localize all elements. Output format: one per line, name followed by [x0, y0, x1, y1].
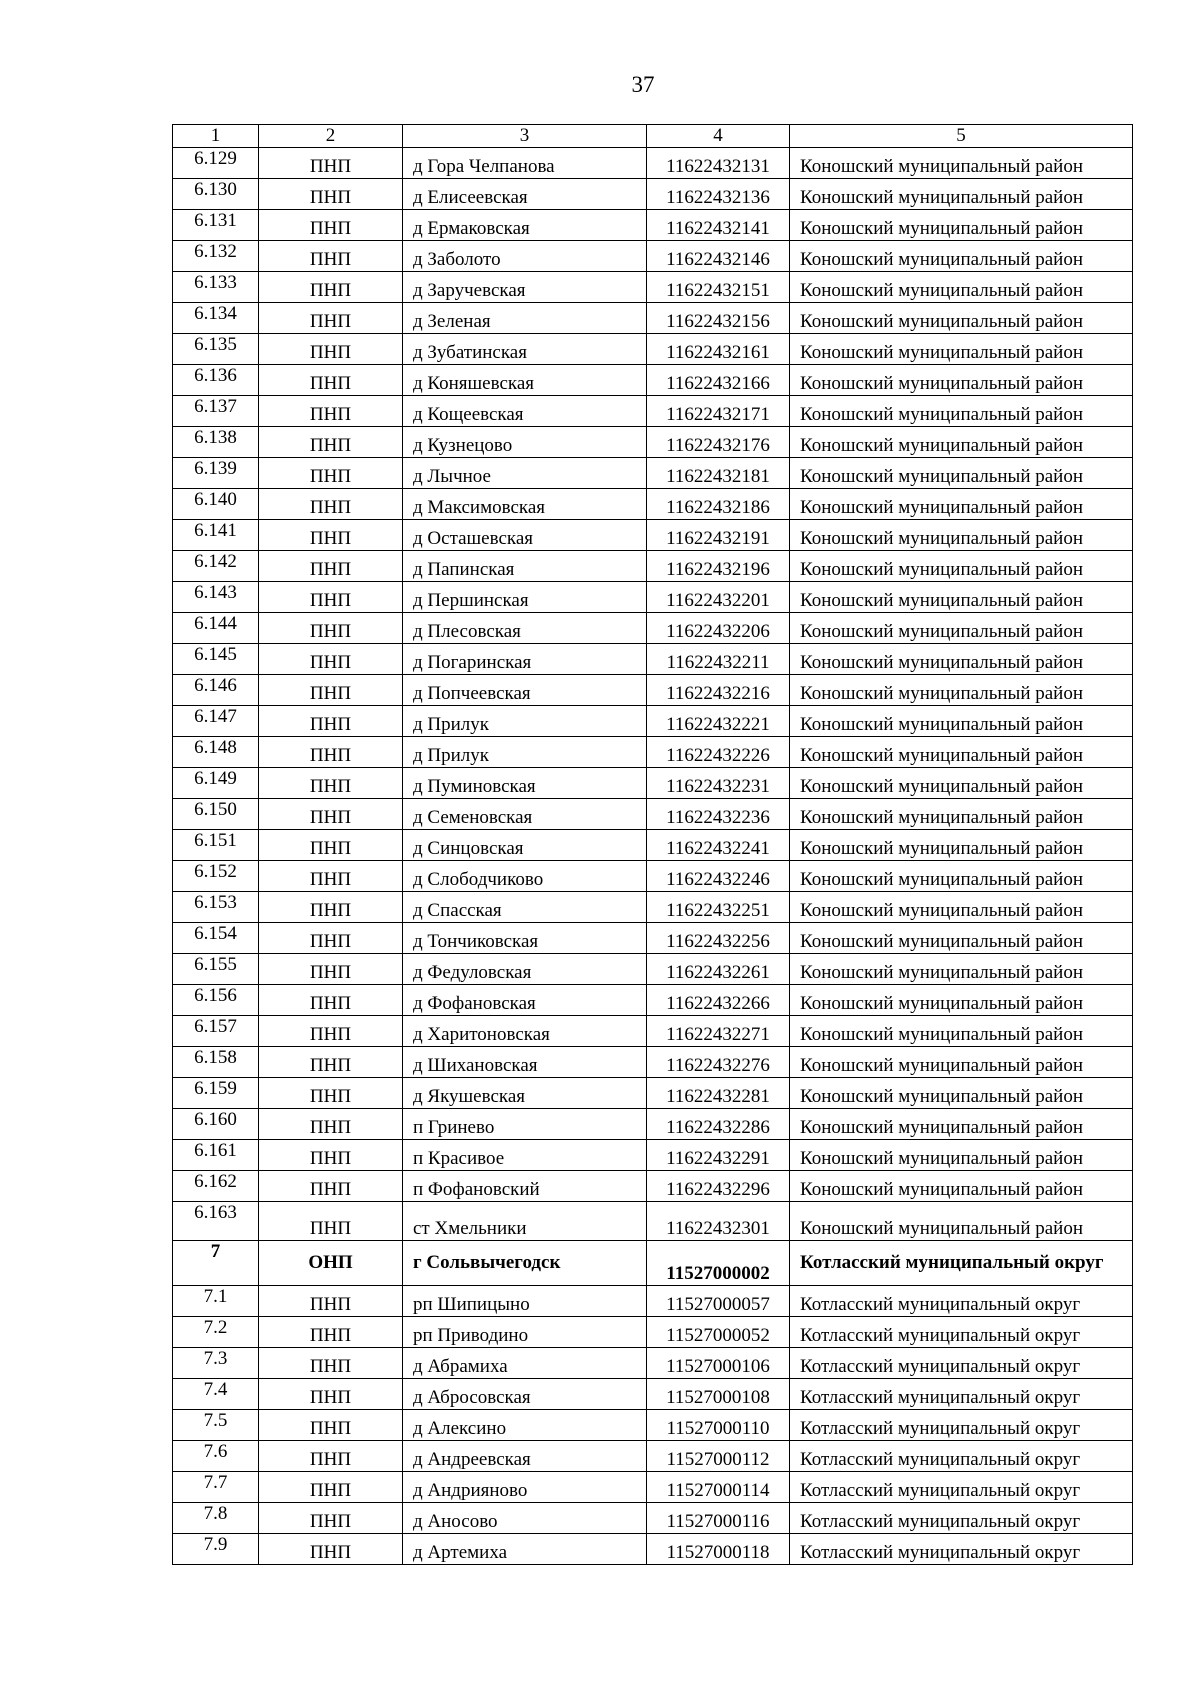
row-type: ПНП [259, 489, 403, 520]
row-type: ПНП [259, 1441, 403, 1472]
row-number: 6.154 [173, 923, 259, 954]
table-row [173, 768, 1133, 799]
row-number: 6.149 [173, 768, 259, 799]
row-district: Коношский муниципальный район [790, 148, 1133, 179]
row-district: Котласский муниципальный округ [790, 1472, 1133, 1503]
row-number: 6.160 [173, 1109, 259, 1140]
row-type: ПНП [259, 148, 403, 179]
row-district: Коношский муниципальный район [790, 1109, 1133, 1140]
row-type: ПНП [259, 210, 403, 241]
row-type: ПНП [259, 582, 403, 613]
row-type: ПНП [259, 799, 403, 830]
row-number: 6.145 [173, 644, 259, 675]
row-number: 6.146 [173, 675, 259, 706]
row-number: 7.4 [173, 1379, 259, 1410]
row-number: 6.137 [173, 396, 259, 427]
row-name: д Тончиковская [403, 923, 647, 954]
row-district: Коношский муниципальный район [790, 179, 1133, 210]
row-number: 7 [173, 1241, 259, 1286]
row-name: п Гринево [403, 1109, 647, 1140]
row-number: 6.153 [173, 892, 259, 923]
row-name: д Плесовская [403, 613, 647, 644]
table-row [173, 489, 1133, 520]
row-type: ПНП [259, 954, 403, 985]
row-district: Коношский муниципальный район [790, 396, 1133, 427]
row-name: д Семеновская [403, 799, 647, 830]
row-type: ПНП [259, 1379, 403, 1410]
row-number: 7.8 [173, 1503, 259, 1534]
row-code: 11622432176 [647, 427, 790, 458]
row-name: д Синцовская [403, 830, 647, 861]
table-row [173, 1047, 1133, 1078]
row-code: 11622432166 [647, 365, 790, 396]
row-code: 11622432281 [647, 1078, 790, 1109]
table-row [173, 272, 1133, 303]
row-code: 11622432131 [647, 148, 790, 179]
row-district: Коношский муниципальный район [790, 551, 1133, 582]
row-district: Котласский муниципальный округ [790, 1286, 1133, 1317]
row-district: Коношский муниципальный район [790, 1171, 1133, 1202]
row-code: 11527000112 [647, 1441, 790, 1472]
row-code: 11527000116 [647, 1503, 790, 1534]
row-code: 11622432201 [647, 582, 790, 613]
row-type: ПНП [259, 985, 403, 1016]
row-type: ПНП [259, 396, 403, 427]
row-number: 6.136 [173, 365, 259, 396]
row-name: д Заручевская [403, 272, 647, 303]
row-district: Котласский муниципальный округ [790, 1241, 1133, 1286]
row-code: 11622432236 [647, 799, 790, 830]
table-row [173, 644, 1133, 675]
row-type: ПНП [259, 1109, 403, 1140]
row-district: Котласский муниципальный округ [790, 1503, 1133, 1534]
table-row [173, 365, 1133, 396]
table-row [173, 1016, 1133, 1047]
row-district: Коношский муниципальный район [790, 241, 1133, 272]
row-type: ПНП [259, 706, 403, 737]
row-district: Коношский муниципальный район [790, 1140, 1133, 1171]
row-district: Коношский муниципальный район [790, 1078, 1133, 1109]
table-row [173, 1171, 1133, 1202]
row-district: Коношский муниципальный район [790, 427, 1133, 458]
row-number: 6.138 [173, 427, 259, 458]
row-number: 6.163 [173, 1202, 259, 1241]
row-name: д Абросовская [403, 1379, 647, 1410]
table-row [173, 1286, 1133, 1317]
row-code: 11622432296 [647, 1171, 790, 1202]
row-name: п Красивое [403, 1140, 647, 1171]
row-type: ПНП [259, 520, 403, 551]
row-number: 6.155 [173, 954, 259, 985]
row-type: ПНП [259, 1171, 403, 1202]
row-district: Коношский муниципальный район [790, 892, 1133, 923]
row-code: 11622432266 [647, 985, 790, 1016]
table-row [173, 520, 1133, 551]
row-number: 6.144 [173, 613, 259, 644]
table-group-row [173, 1241, 1133, 1286]
row-type: ПНП [259, 923, 403, 954]
row-code: 11622432226 [647, 737, 790, 768]
row-name: д Осташевская [403, 520, 647, 551]
row-name: д Попчеевская [403, 675, 647, 706]
table-row [173, 1317, 1133, 1348]
table-row [173, 613, 1133, 644]
row-type: ПНП [259, 861, 403, 892]
row-district: Котласский муниципальный округ [790, 1534, 1133, 1565]
row-district: Коношский муниципальный район [790, 985, 1133, 1016]
row-district: Котласский муниципальный округ [790, 1410, 1133, 1441]
row-number: 6.131 [173, 210, 259, 241]
row-name: рп Шипицыно [403, 1286, 647, 1317]
table-row [173, 923, 1133, 954]
row-number: 7.2 [173, 1317, 259, 1348]
row-type: ПНП [259, 303, 403, 334]
row-name: д Харитоновская [403, 1016, 647, 1047]
row-code: 11622432276 [647, 1047, 790, 1078]
row-name: д Коняшевская [403, 365, 647, 396]
row-number: 7.5 [173, 1410, 259, 1441]
row-type: ПНП [259, 334, 403, 365]
row-name: д Андрияново [403, 1472, 647, 1503]
row-name: д Першинская [403, 582, 647, 613]
row-district: Коношский муниципальный район [790, 861, 1133, 892]
row-type: ПНП [259, 1503, 403, 1534]
row-number: 6.162 [173, 1171, 259, 1202]
header-col-5: 5 [790, 125, 1133, 148]
row-district: Коношский муниципальный район [790, 1202, 1133, 1241]
row-district: Коношский муниципальный район [790, 489, 1133, 520]
row-name: д Якушевская [403, 1078, 647, 1109]
row-name: д Заболото [403, 241, 647, 272]
row-code: 11622432301 [647, 1202, 790, 1241]
table-row [173, 303, 1133, 334]
row-number: 6.148 [173, 737, 259, 768]
row-code: 11622432246 [647, 861, 790, 892]
row-name: д Прилук [403, 737, 647, 768]
table-row [173, 179, 1133, 210]
row-district: Коношский муниципальный район [790, 675, 1133, 706]
row-district: Коношский муниципальный район [790, 644, 1133, 675]
row-district: Коношский муниципальный район [790, 365, 1133, 396]
table-row [173, 1534, 1133, 1565]
row-name: г Сольвычегодск [403, 1241, 647, 1286]
row-district: Котласский муниципальный округ [790, 1379, 1133, 1410]
row-district: Котласский муниципальный округ [790, 1441, 1133, 1472]
row-number: 6.159 [173, 1078, 259, 1109]
row-name: д Спасская [403, 892, 647, 923]
table-header-row [173, 125, 1133, 148]
row-type: ПНП [259, 458, 403, 489]
row-type: ПНП [259, 1348, 403, 1379]
table-row [173, 1109, 1133, 1140]
table-body [173, 125, 1133, 1565]
header-col-3: 3 [403, 125, 647, 148]
row-type: ПНП [259, 830, 403, 861]
row-name: д Аносово [403, 1503, 647, 1534]
row-district: Коношский муниципальный район [790, 706, 1133, 737]
row-code: 11622432146 [647, 241, 790, 272]
row-district: Коношский муниципальный район [790, 613, 1133, 644]
row-code: 11622432241 [647, 830, 790, 861]
row-code: 11622432141 [647, 210, 790, 241]
row-number: 6.158 [173, 1047, 259, 1078]
row-code: 11622432216 [647, 675, 790, 706]
row-code: 11527000002 [647, 1241, 790, 1286]
row-type: ПНП [259, 1410, 403, 1441]
table-row [173, 1472, 1133, 1503]
row-number: 6.134 [173, 303, 259, 334]
row-code: 11622432211 [647, 644, 790, 675]
row-number: 6.140 [173, 489, 259, 520]
row-name: д Зубатинская [403, 334, 647, 365]
row-district: Коношский муниципальный район [790, 737, 1133, 768]
row-type: ПНП [259, 1202, 403, 1241]
row-type: ПНП [259, 427, 403, 458]
table-row [173, 1078, 1133, 1109]
header-col-2: 2 [259, 125, 403, 148]
row-name: д Гора Челпанова [403, 148, 647, 179]
row-number: 6.161 [173, 1140, 259, 1171]
row-number: 6.139 [173, 458, 259, 489]
row-name: д Федуловская [403, 954, 647, 985]
row-district: Коношский муниципальный район [790, 334, 1133, 365]
row-number: 6.157 [173, 1016, 259, 1047]
row-code: 11622432181 [647, 458, 790, 489]
row-district: Коношский муниципальный район [790, 923, 1133, 954]
row-code: 11527000110 [647, 1410, 790, 1441]
table-row [173, 861, 1133, 892]
row-number: 6.130 [173, 179, 259, 210]
row-district: Коношский муниципальный район [790, 799, 1133, 830]
row-district: Коношский муниципальный район [790, 582, 1133, 613]
row-name: рп Приводино [403, 1317, 647, 1348]
row-code: 11622432156 [647, 303, 790, 334]
table-row [173, 985, 1133, 1016]
row-number: 6.142 [173, 551, 259, 582]
row-code: 11622432206 [647, 613, 790, 644]
row-type: ПНП [259, 675, 403, 706]
row-type: ПНП [259, 644, 403, 675]
row-number: 6.156 [173, 985, 259, 1016]
row-type: ПНП [259, 1047, 403, 1078]
row-district: Коношский муниципальный район [790, 954, 1133, 985]
row-name: д Андреевская [403, 1441, 647, 1472]
row-district: Коношский муниципальный район [790, 830, 1133, 861]
table-row [173, 892, 1133, 923]
row-type: ПНП [259, 737, 403, 768]
table-row [173, 1140, 1133, 1171]
table-row [173, 427, 1133, 458]
table-row [173, 706, 1133, 737]
table-row [173, 737, 1133, 768]
row-district: Коношский муниципальный район [790, 303, 1133, 334]
table-row [173, 830, 1133, 861]
row-name: д Слободчиково [403, 861, 647, 892]
row-name: д Шихановская [403, 1047, 647, 1078]
row-code: 11527000106 [647, 1348, 790, 1379]
row-name: д Папинская [403, 551, 647, 582]
table-row [173, 148, 1133, 179]
row-number: 6.129 [173, 148, 259, 179]
row-code: 11622432186 [647, 489, 790, 520]
header-col-1: 1 [173, 125, 259, 148]
row-district: Котласский муниципальный округ [790, 1317, 1133, 1348]
row-name: д Пуминовская [403, 768, 647, 799]
row-number: 6.141 [173, 520, 259, 551]
row-code: 11622432286 [647, 1109, 790, 1140]
table-row [173, 582, 1133, 613]
row-code: 11527000052 [647, 1317, 790, 1348]
page-number: 37 [631, 72, 655, 97]
table-row [173, 1410, 1133, 1441]
row-type: ПНП [259, 179, 403, 210]
row-code: 11622432136 [647, 179, 790, 210]
table-row [173, 551, 1133, 582]
row-district: Коношский муниципальный район [790, 1047, 1133, 1078]
row-code: 11622432196 [647, 551, 790, 582]
row-code: 11622432161 [647, 334, 790, 365]
row-district: Коношский муниципальный район [790, 520, 1133, 551]
row-type: ПНП [259, 768, 403, 799]
row-code: 11622432251 [647, 892, 790, 923]
table-row [173, 458, 1133, 489]
row-number: 7.7 [173, 1472, 259, 1503]
row-type: ПНП [259, 892, 403, 923]
table-row [173, 1441, 1133, 1472]
row-code: 11622432151 [647, 272, 790, 303]
row-type: ПНП [259, 613, 403, 644]
row-number: 6.150 [173, 799, 259, 830]
table-row [173, 1348, 1133, 1379]
row-code: 11622432221 [647, 706, 790, 737]
row-code: 11622432231 [647, 768, 790, 799]
row-type: ПНП [259, 551, 403, 582]
table-row [173, 210, 1133, 241]
row-name: д Кощеевская [403, 396, 647, 427]
row-number: 6.147 [173, 706, 259, 737]
row-name: д Елисеевская [403, 179, 647, 210]
row-name: д Погаринская [403, 644, 647, 675]
row-number: 6.132 [173, 241, 259, 272]
row-type: ПНП [259, 241, 403, 272]
row-type: ПНП [259, 1534, 403, 1565]
row-district: Коношский муниципальный район [790, 1016, 1133, 1047]
row-code: 11527000118 [647, 1534, 790, 1565]
row-name: д Лычное [403, 458, 647, 489]
table-row [173, 954, 1133, 985]
row-district: Коношский муниципальный район [790, 458, 1133, 489]
table-row [173, 675, 1133, 706]
row-number: 7.1 [173, 1286, 259, 1317]
table-row [173, 1503, 1133, 1534]
row-name: д Алексино [403, 1410, 647, 1441]
row-code: 11622432256 [647, 923, 790, 954]
row-type: ПНП [259, 1016, 403, 1047]
row-code: 11622432191 [647, 520, 790, 551]
row-type: ПНП [259, 1078, 403, 1109]
row-name: д Абрамиха [403, 1348, 647, 1379]
row-name: д Ермаковская [403, 210, 647, 241]
row-code: 11622432271 [647, 1016, 790, 1047]
row-type: ПНП [259, 1472, 403, 1503]
row-code: 11527000057 [647, 1286, 790, 1317]
row-district: Коношский муниципальный район [790, 768, 1133, 799]
row-name: д Кузнецово [403, 427, 647, 458]
row-name: ст Хмельники [403, 1202, 647, 1241]
row-number: 6.133 [173, 272, 259, 303]
header-col-4: 4 [647, 125, 790, 148]
row-code: 11622432171 [647, 396, 790, 427]
row-number: 7.6 [173, 1441, 259, 1472]
table-row [173, 799, 1133, 830]
row-number: 7.3 [173, 1348, 259, 1379]
table-row [173, 334, 1133, 365]
row-type: ПНП [259, 365, 403, 396]
row-number: 6.152 [173, 861, 259, 892]
row-name: д Артемиха [403, 1534, 647, 1565]
row-number: 7.9 [173, 1534, 259, 1565]
row-number: 6.143 [173, 582, 259, 613]
row-code: 11527000114 [647, 1472, 790, 1503]
row-number: 6.135 [173, 334, 259, 365]
row-name: п Фофановский [403, 1171, 647, 1202]
row-type: ПНП [259, 272, 403, 303]
row-number: 6.151 [173, 830, 259, 861]
row-code: 11622432291 [647, 1140, 790, 1171]
row-name: д Прилук [403, 706, 647, 737]
row-name: д Фофановская [403, 985, 647, 1016]
table-row [173, 1379, 1133, 1410]
row-code: 11527000108 [647, 1379, 790, 1410]
row-type: ОНП [259, 1241, 403, 1286]
row-type: ПНП [259, 1317, 403, 1348]
table-row [173, 396, 1133, 427]
row-district: Котласский муниципальный округ [790, 1348, 1133, 1379]
row-district: Коношский муниципальный район [790, 210, 1133, 241]
row-type: ПНП [259, 1140, 403, 1171]
table-row [173, 1202, 1133, 1241]
row-code: 11622432261 [647, 954, 790, 985]
table-row [173, 241, 1133, 272]
row-name: д Зеленая [403, 303, 647, 334]
row-district: Коношский муниципальный район [790, 272, 1133, 303]
settlements-table [172, 124, 1133, 1565]
row-name: д Максимовская [403, 489, 647, 520]
row-type: ПНП [259, 1286, 403, 1317]
